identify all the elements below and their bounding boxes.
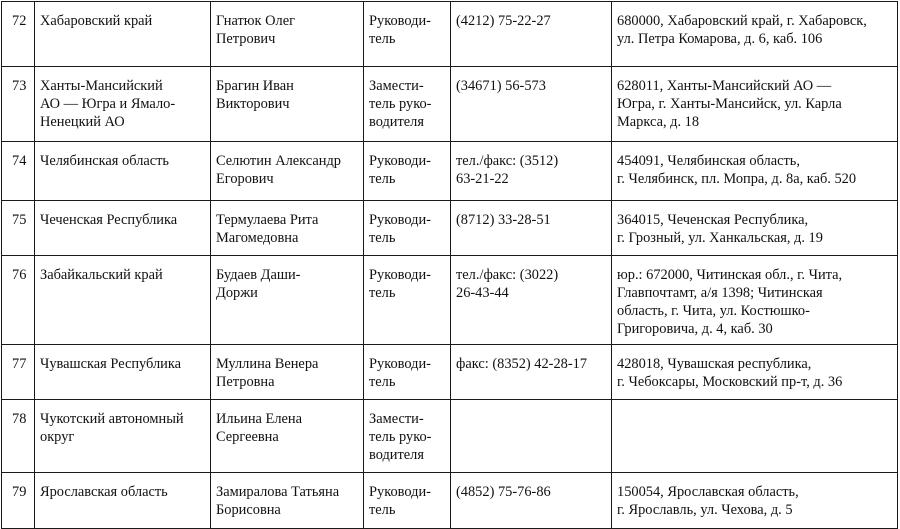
person-name: Гнатюк Олег Петрович — [211, 2, 364, 67]
region-name: Хабаровский край — [35, 2, 211, 67]
position: Руководи- тель — [364, 345, 451, 400]
person-name: Брагин Иван Викторович — [211, 67, 364, 142]
row-number: 78 — [2, 400, 35, 473]
phone: тел./факс: (3022) 26-43-44 — [451, 256, 612, 345]
address: 150054, Ярославская область, г. Ярославль, ул. Чехова, д. 5 — [612, 473, 898, 529]
position: Руководи- тель — [364, 142, 451, 201]
person-name: Будаев Даши- Доржи — [211, 256, 364, 345]
address: 680000, Хабаровский край, г. Хабаровск, ул. Петра Комарова, д. 6, каб. 106 — [612, 2, 898, 67]
person-name: Термулаева Рита Магомедовна — [211, 201, 364, 256]
row-number: 77 — [2, 345, 35, 400]
row-number: 72 — [2, 2, 35, 67]
table-row — [2, 256, 898, 345]
row-number: 79 — [2, 473, 35, 529]
phone: (4852) 75-76-86 — [451, 473, 612, 529]
position: Замести- тель руко- водителя — [364, 67, 451, 142]
region-name: Забайкальский край — [35, 256, 211, 345]
row-number: 75 — [2, 201, 35, 256]
row-number: 76 — [2, 256, 35, 345]
address: юр.: 672000, Читинская обл., г. Чита, Главпочтамт, а/я 1398; Читинская область, г. Чита, ул. Костюшко- Григоровича, д. 4, каб. 30 — [612, 256, 898, 345]
phone: (4212) 75-22-27 — [451, 2, 612, 67]
person-name: Замиралова Татьяна Борисовна — [211, 473, 364, 529]
address — [612, 400, 898, 473]
row-number: 73 — [2, 67, 35, 142]
contacts-table — [1, 1, 898, 529]
person-name: Селютин Александр Егорович — [211, 142, 364, 201]
phone: тел./факс: (3512) 63-21-22 — [451, 142, 612, 201]
table-row — [2, 142, 898, 201]
person-name: Муллина Венера Петровна — [211, 345, 364, 400]
region-name: Чувашская Республика — [35, 345, 211, 400]
position: Замести- тель руко- водителя — [364, 400, 451, 473]
address: 454091, Челябинская область, г. Челябинск, пл. Мопра, д. 8а, каб. 520 — [612, 142, 898, 201]
row-number: 74 — [2, 142, 35, 201]
address: 364015, Чеченская Республика, г. Грозный, ул. Ханкальская, д. 19 — [612, 201, 898, 256]
table-row — [2, 67, 898, 142]
address: 628011, Ханты-Мансийский АО — Югра, г. Ханты-Мансийск, ул. Карла Маркса, д. 18 — [612, 67, 898, 142]
table-row — [2, 2, 898, 67]
phone: (8712) 33-28-51 — [451, 201, 612, 256]
position: Руководи- тель — [364, 256, 451, 345]
region-name: Ярославская область — [35, 473, 211, 529]
position: Руководи- тель — [364, 473, 451, 529]
region-name: Чеченская Республика — [35, 201, 211, 256]
phone: (34671) 56-573 — [451, 67, 612, 142]
region-name: Челябинская область — [35, 142, 211, 201]
table-row — [2, 473, 898, 529]
phone: факс: (8352) 42-28-17 — [451, 345, 612, 400]
person-name: Ильина Елена Сергеевна — [211, 400, 364, 473]
position: Руководи- тель — [364, 2, 451, 67]
phone — [451, 400, 612, 473]
table-row — [2, 400, 898, 473]
region-name: Ханты-Мансийский АО — Югра и Ямало- Ненецкий АО — [35, 67, 211, 142]
table-row — [2, 345, 898, 400]
position: Руководи- тель — [364, 201, 451, 256]
table-row — [2, 201, 898, 256]
address: 428018, Чувашская республика, г. Чебоксары, Московский пр-т, д. 36 — [612, 345, 898, 400]
region-name: Чукотский автономный округ — [35, 400, 211, 473]
